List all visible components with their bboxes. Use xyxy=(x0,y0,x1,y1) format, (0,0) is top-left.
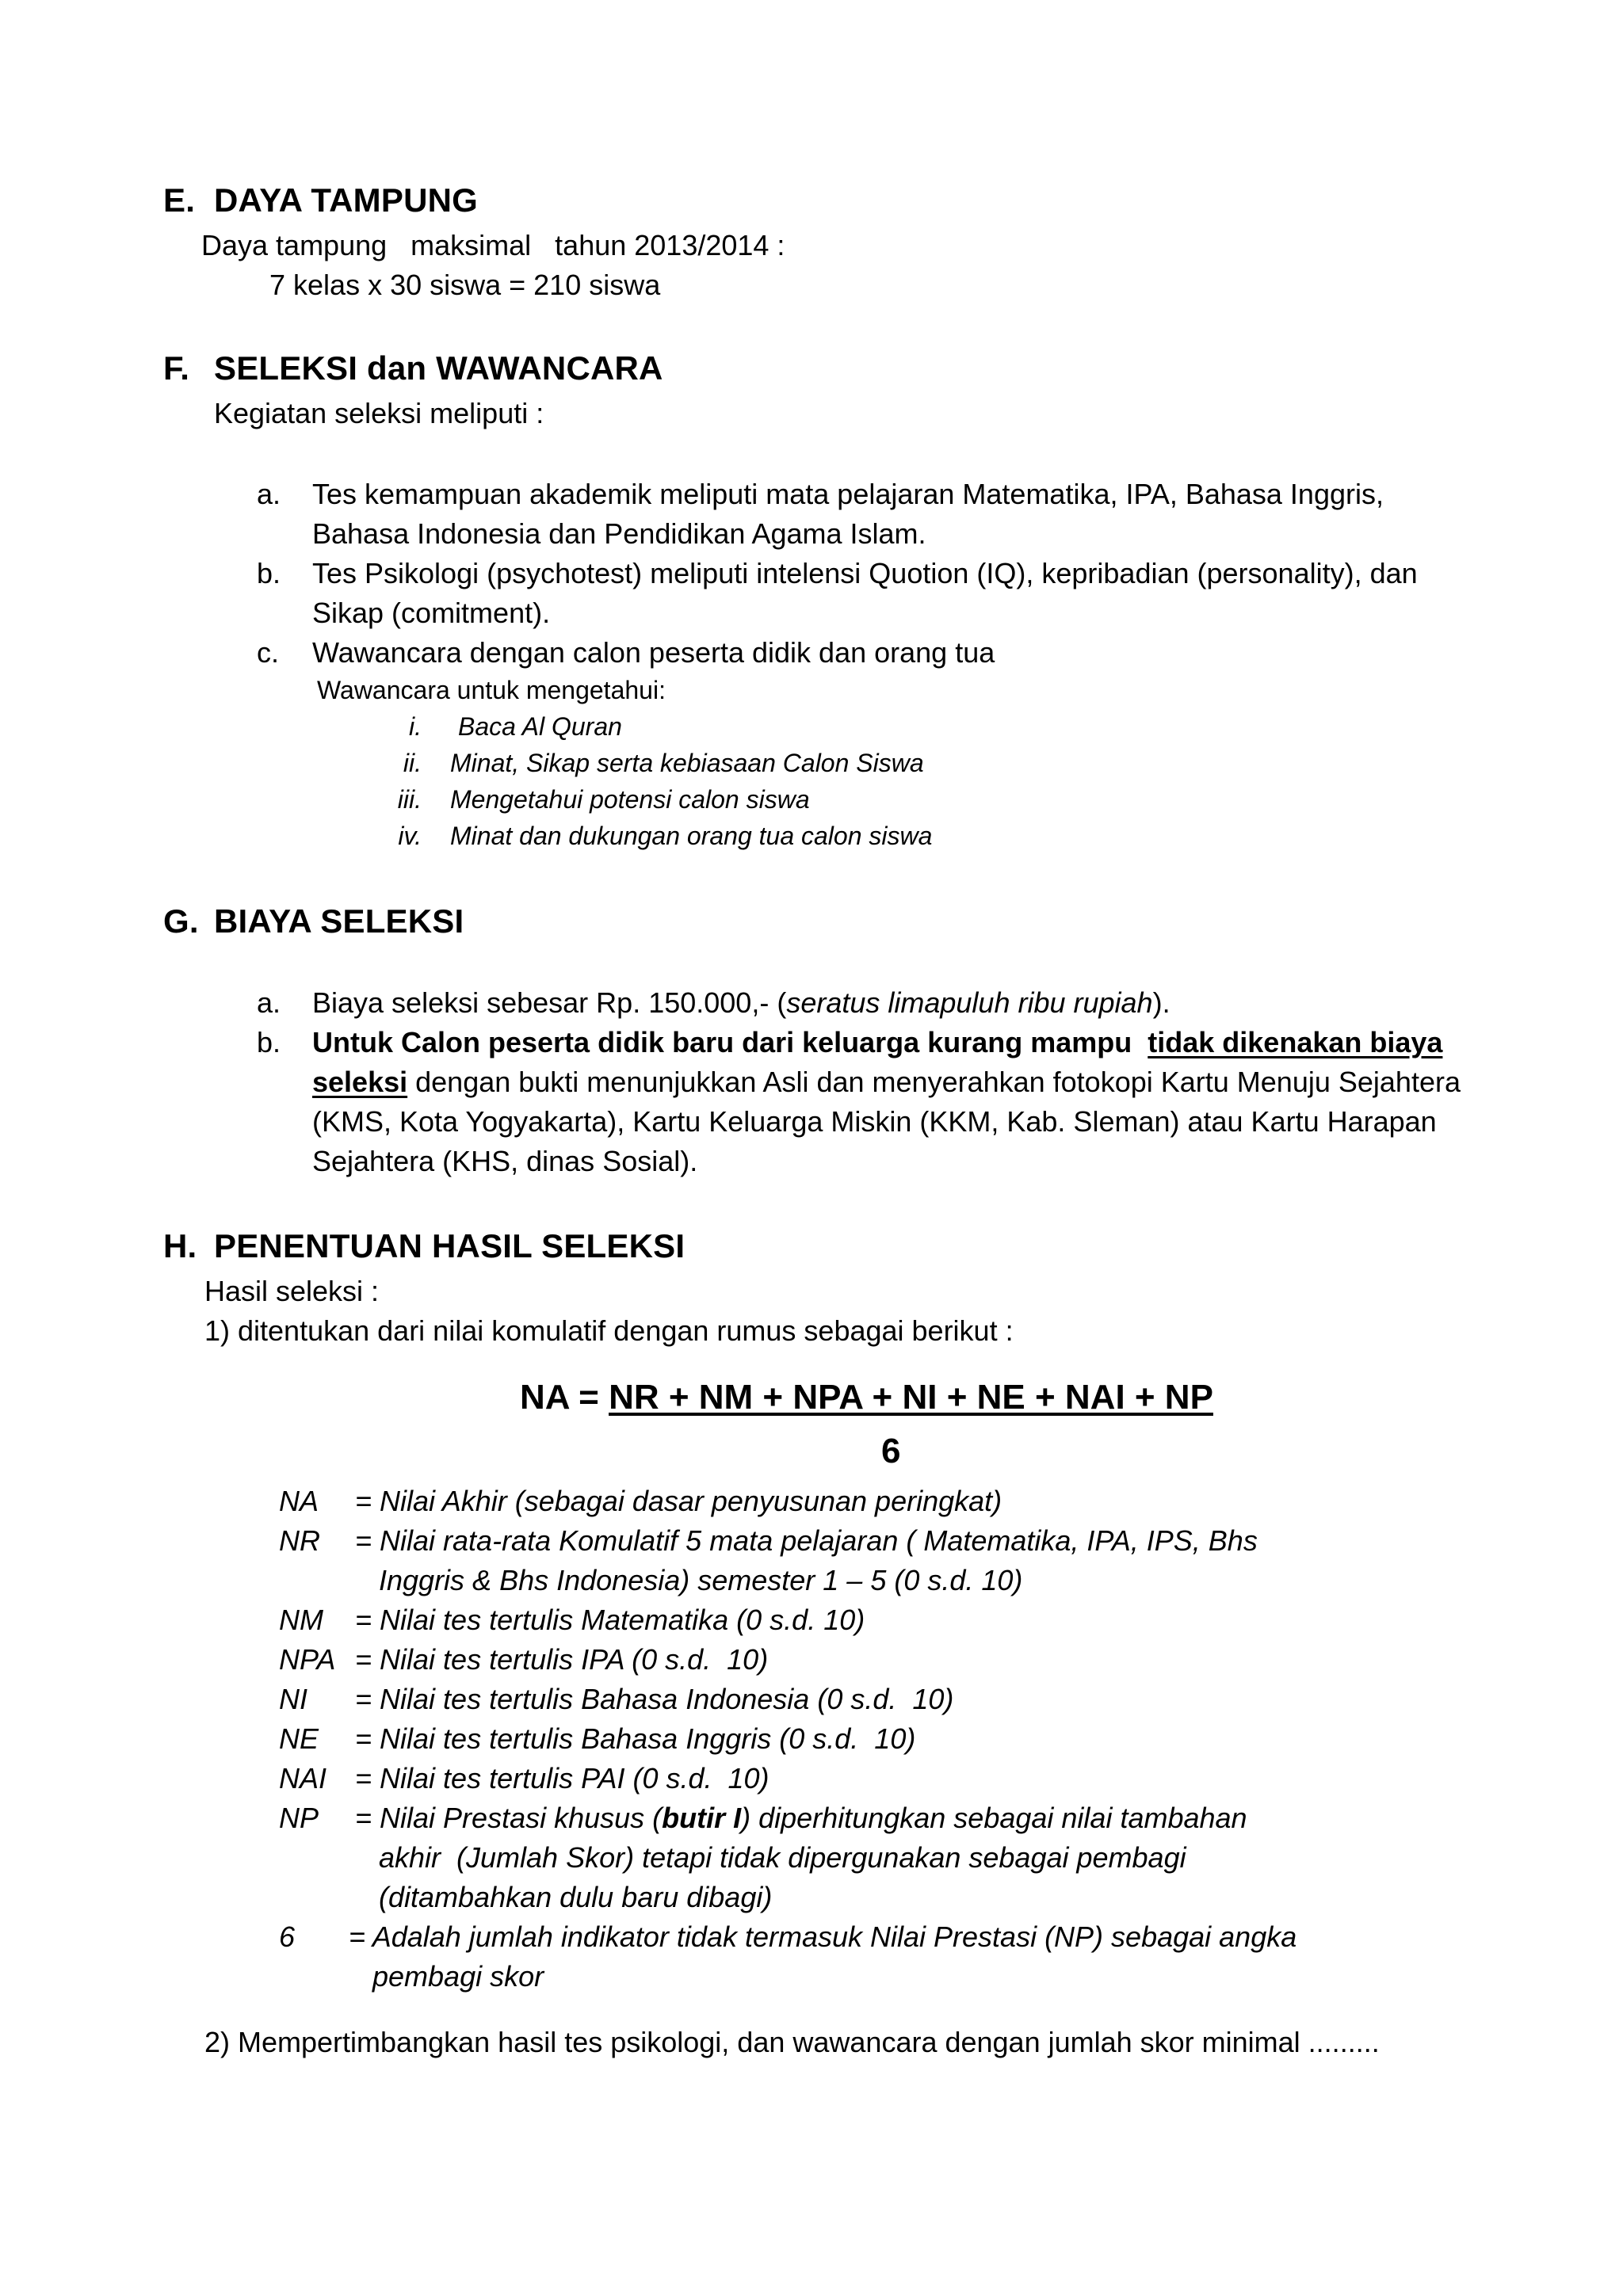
list-item: a. Tes kemampuan akademik meliputi mata pelajaran Matematika, IPA, Bahasa Inggris, xyxy=(257,478,1384,510)
formula-denominator: 6 xyxy=(881,1432,901,1470)
interview-sub-intro: Wawancara untuk mengetahui: xyxy=(317,676,666,704)
heading-title: PENENTUAN HASIL SELEKSI xyxy=(214,1227,685,1264)
heading-letter: F. xyxy=(163,349,190,387)
result-point-2: 2) Mempertimbangkan hasil tes psikologi, dan wawancara dengan jumlah skor minimal ......... xyxy=(204,2026,1380,2058)
list-item: c. Wawancara dengan calon peserta didik dan orang tua xyxy=(257,636,995,669)
list-item-continuation: Bahasa Indonesia dan Pendidikan Agama Islam. xyxy=(312,517,926,550)
heading-penentuan-hasil-seleksi xyxy=(163,1227,685,1264)
heading-letter: H. xyxy=(163,1227,197,1264)
list-item: a. Biaya seleksi sebesar Rp. 150.000,- (seratus limapuluh ribu rupiah). xyxy=(257,986,1170,1019)
capacity-line: Daya tampung maksimal tahun 2013/2014 : xyxy=(201,229,785,261)
list-item-continuation: Sikap (comitment). xyxy=(312,597,551,629)
heading-seleksi-wawancara xyxy=(163,349,663,387)
heading-letter: G. xyxy=(163,902,199,940)
heading-biaya-seleksi xyxy=(163,902,464,940)
list-item: b. Tes Psikologi (psychotest) meliputi intelensi Quotion (IQ), kepribadian (personality), dan xyxy=(257,557,1418,589)
document-page: E. DAYA TAMPUNG Daya tampung maksimal tahun 2013/2014 : 7 kelas x 30 siswa = 210 siswa F. SELEKSI dan WAWANCARA Kegiatan seleksi meliputi : a. Tes kemampuan akademik meliputi mata pelajaran Matematika, IPA, Bahasa Inggris, Bahasa Indonesia dan Pendidikan Agama Islam. b. Tes Psikologi (psychotest) meliputi intelensi Quotion (IQ), kepribadian (personality), dan Sikap (comitment). c. Wawancara dengan calon peserta didik dan orang tua Wawancara untuk mengetahui: i. Baca Al Quran ii. Minat, Sikap serta kebiasaan Calon Siswa iii. Mengetahui potensi calon siswa iv. Minat dan dukungan orang tua calon siswa G. BIAYA SELEKSI a. Biaya seleksi sebesar Rp. 150.000,- (seratus limapuluh ribu rupiah). b. Untuk Calon peserta didik baru dari keluarga kurang mampu tidak dikenakan biaya seleksi dengan bukti menunjukkan Asli dan menyerahkan fotokopi Kartu Menuju Sejahtera (KMS, Kota Yogyakarta), Kartu Keluarga Miskin (KKM, Kab. Sleman) atau Kartu Harapan Sejahtera (KHS, dinas Sosial). H. PENENTUAN HASIL SELEKSI Hasil seleksi : 1) ditentukan dari nilai komulatif dengan rumus sebagai berikut : NA = NR + NM + NPA + NI + NE + NAI + NP 6 NA = Nilai Akhir (sebagai dasar penyusunan peringkat) NR = Nilai rata-rata Komulatif 5 mata pelajaran ( Matematika, IPA, IPS, Bhs Inggris & Bhs Indonesia) semester 1 – 5 (0 s.d. 10) NM = Nilai tes tertulis Matematika (0 s.d. 10) NPA = Nilai tes tertulis IPA (0 s.d. 10) NI = Nilai tes tertulis Bahasa Indonesia (0 s.d. 10) NE = Nilai tes tertulis Bahasa Inggris (0 s.d. 10) NAI = Nilai tes tertulis PAI (0 s.d. 10) NP = Nilai Prestasi khusus (butir I) diperhitungkan sebagai nilai tambahan akhir (Jumlah Skor) tetapi tidak dipergunakan sebagai pembagi (ditambahkan dulu baru dibagi) 6 = Adalah jumlah indikator tidak termasuk Nilai Prestasi (NP) sebagai angka pembagi skor 2) Mempertimbangkan hasil tes psikologi, dan wawancara dengan jumlah skor minimal ......... xyxy=(163,181,1461,2058)
capacity-calculation: 7 kelas x 30 siswa = 210 siswa xyxy=(269,269,661,301)
list-item-continuation: seleksi dengan bukti menunjukkan Asli dan menyerahkan fotokopi Kartu Menuju Sejahtera xyxy=(312,1066,1461,1098)
result-intro: Hasil seleksi : xyxy=(204,1275,380,1307)
selection-intro: Kegiatan seleksi meliputi : xyxy=(214,397,544,429)
heading-letter: E. xyxy=(163,181,196,219)
list-item-continuation: (KMS, Kota Yogyakarta), Kartu Keluarga Miskin (KKM, Kab. Sleman) atau Kartu Harapan xyxy=(312,1105,1437,1138)
heading-title: DAYA TAMPUNG xyxy=(214,181,479,219)
formula-numerator-line xyxy=(520,1377,1213,1419)
formula-lhs: NA = xyxy=(520,1378,609,1417)
heading-title: BIAYA SELEKSI xyxy=(214,902,464,940)
heading-title: SELEKSI dan WAWANCARA xyxy=(214,349,663,387)
result-point-1: 1) ditentukan dari nilai komulatif dengan rumus sebagai berikut : xyxy=(204,1314,1014,1347)
list-item-continuation: Sejahtera (KHS, dinas Sosial). xyxy=(312,1145,698,1177)
formula-numerator: NR + NM + NPA + NI + NE + NAI + NP xyxy=(609,1378,1213,1417)
heading-daya-tampung xyxy=(163,181,479,219)
list-item: b. Untuk Calon peserta didik baru dari keluarga kurang mampu tidak dikenakan biaya xyxy=(257,1026,1443,1058)
